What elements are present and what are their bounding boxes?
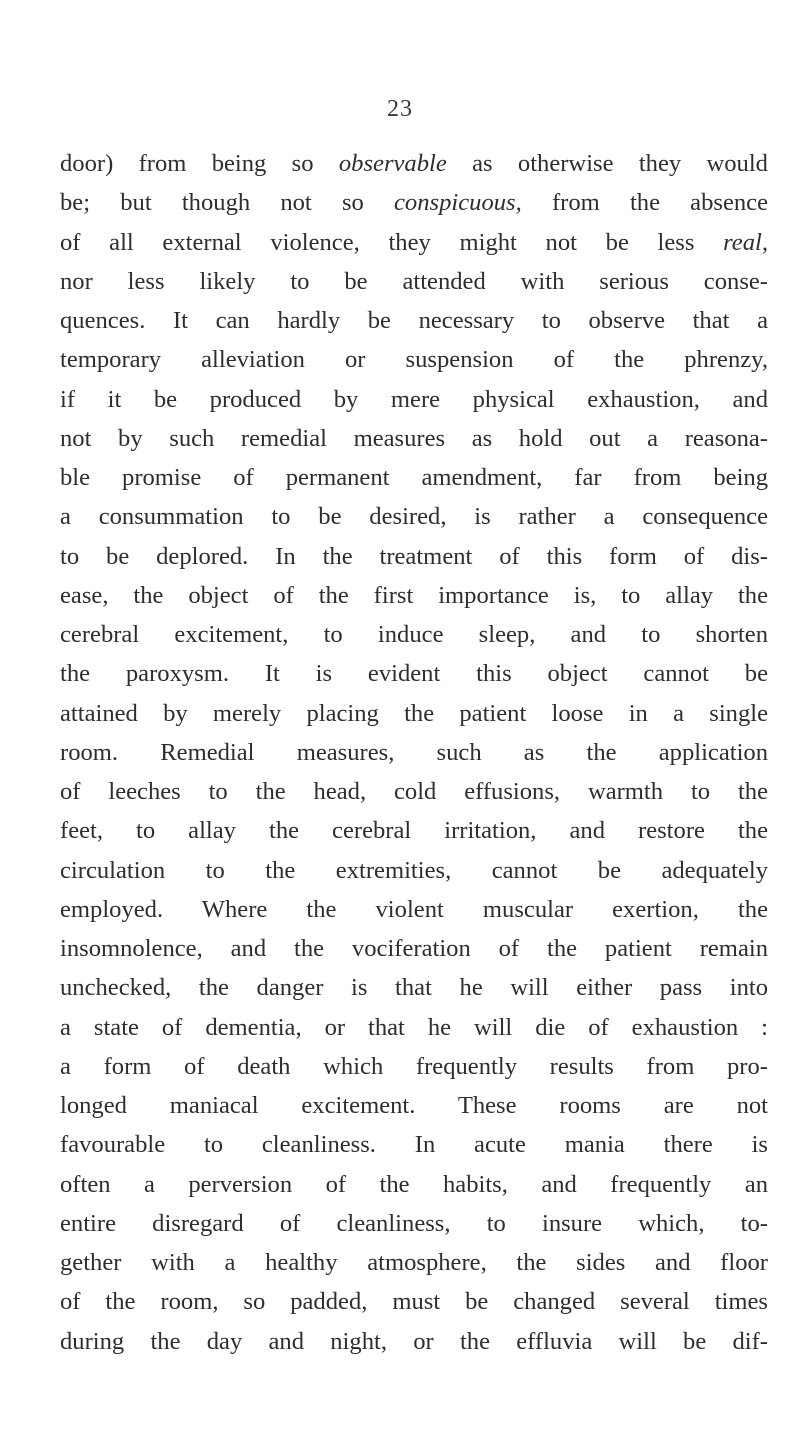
text-span: often a perversion of the habits, and frequently an <box>60 1170 768 1198</box>
text-span: ease, the object of the first importance is, to allay the <box>60 581 768 609</box>
text-line <box>60 1008 768 1047</box>
text-span: employed. Where the violent muscular exertion, the <box>60 895 768 923</box>
text-line <box>60 380 768 419</box>
text-line <box>60 497 768 536</box>
text-line <box>60 183 768 222</box>
text-span: as otherwise they would <box>446 150 768 177</box>
text-span: entire disregard of cleanliness, to insure which, to- <box>60 1209 768 1237</box>
text-line <box>60 929 768 968</box>
text-line <box>60 772 768 811</box>
text-line <box>60 1047 768 1086</box>
text-line <box>60 1322 768 1361</box>
text-span: ble promise of permanent amendment, far from being <box>60 464 768 491</box>
text-span: the paroxysm. It is evident this object cannot be <box>60 660 768 688</box>
text-span: gether with a healthy atmosphere, the sides and floor <box>60 1249 768 1276</box>
text-span: a form of death which frequently results from pro- <box>60 1052 768 1080</box>
text-span: nor less likely to be attended with serious conse- <box>60 267 768 295</box>
text-line <box>60 1165 768 1204</box>
text-span: be; but though not so <box>60 189 395 217</box>
text-span: insomnolence, and the vociferation of the patient remain <box>60 935 768 962</box>
text-line <box>60 301 768 340</box>
text-line <box>60 1086 768 1125</box>
text-span: during the day and night, or the effluvia will be dif- <box>60 1327 768 1355</box>
text-line <box>60 1282 768 1321</box>
text-span: from the absence <box>521 189 768 217</box>
text-line <box>60 851 768 890</box>
text-span: of the room, so padded, must be changed several times <box>60 1288 768 1316</box>
text-span: unchecked, the danger is that he will either pass into <box>60 974 768 1002</box>
text-line <box>60 733 768 772</box>
text-span: not by such remedial measures as hold out a reasona- <box>60 424 768 452</box>
text-line <box>60 144 768 183</box>
text-line <box>60 458 768 497</box>
text-line <box>60 890 768 929</box>
italic-text: real, <box>723 228 768 256</box>
text-span: circulation to the extremities, cannot be adequately <box>60 856 768 884</box>
text-line <box>60 576 768 615</box>
text-span: if it be produced by mere physical exhaustion, and <box>60 385 768 413</box>
text-line <box>60 811 768 850</box>
text-span: temporary alleviation or suspension of the phrenzy, <box>60 346 768 374</box>
text-line <box>60 223 768 262</box>
text-line <box>60 419 768 458</box>
text-span: attained by merely placing the patient loose in a single <box>60 699 768 727</box>
text-span: a consummation to be desired, is rather a consequence <box>60 503 768 531</box>
text-line <box>60 968 768 1007</box>
body-text <box>60 144 768 1361</box>
text-line <box>60 262 768 301</box>
italic-text: observable <box>338 150 447 177</box>
text-span: favourable to cleanliness. In acute mania there is <box>60 1131 768 1159</box>
text-span: feet, to allay the cerebral irritation, and restore the <box>60 817 768 845</box>
text-span: longed maniacal excitement. These rooms are not <box>60 1092 768 1119</box>
text-span: door) from being so <box>60 150 339 177</box>
text-line <box>60 537 768 576</box>
text-span: room. Remedial measures, such as the application <box>60 738 768 766</box>
text-line <box>60 654 768 693</box>
text-span: of leeches to the head, cold effusions, warmth to the <box>60 778 768 805</box>
page-number: 23 <box>387 96 413 122</box>
italic-text: conspicuous, <box>394 189 522 217</box>
text-span: to be deplored. In the treatment of this form of dis- <box>60 542 768 570</box>
text-line <box>60 615 768 654</box>
text-line <box>60 340 768 379</box>
text-line <box>60 694 768 733</box>
text-span: of all external violence, they might not be less <box>60 228 724 256</box>
text-span: cerebral excitement, to induce sleep, and to shorten <box>60 621 768 648</box>
text-span: a state of dementia, or that he will die of exhaustion : <box>60 1013 768 1041</box>
text-line <box>60 1125 768 1164</box>
text-line <box>60 1204 768 1243</box>
text-line <box>60 1243 768 1282</box>
text-span: quences. It can hardly be necessary to observe that a <box>60 307 768 334</box>
